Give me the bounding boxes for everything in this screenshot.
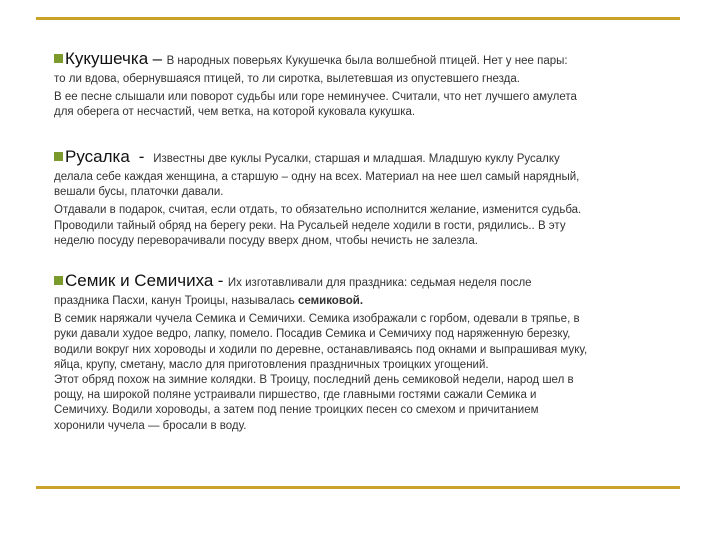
title-separator: - <box>217 271 224 290</box>
text-line: Этот обряд похож на зимние колядки. В Троицу, последний день семиковой недели, народ шел в <box>54 374 574 387</box>
text-line-with-bold <box>54 294 587 309</box>
text-line: водили вокруг них хороводы и ходили по деревне, останавливаясь под окнами и выпрашивая муку, <box>54 343 588 356</box>
text-line: В ее песне слышали или поворот судьбы или горе неминучее. Считали, что нет лучшего амулета <box>54 91 577 104</box>
text-line: делала себе каждая женщина, а старшую – одну на всех. Материал на нее шел самый нарядный, <box>54 171 580 183</box>
text-line: неделю посуду переворачивали посуду вверх дном, чтобы нечисть не залезла. <box>54 234 478 247</box>
text-line: В семик наряжали чучела Семика и Семичихи. Семика изображали с горбом, одевали в тряпье, в <box>54 313 580 326</box>
section-heading <box>54 146 581 170</box>
section-semik <box>54 270 587 434</box>
text-line: для оберега от несчастий, чем ветка, на которой куковала кукушка. <box>54 106 416 119</box>
text-fragment: праздника Пасхи, канун Троицы, называлась <box>54 295 298 307</box>
text-line: то ли вдова, обернувшаяся птицей, то ли сиротка, вылетевшая из опустевшего гнезда. <box>54 73 520 85</box>
section-title: Русалка <box>65 147 130 166</box>
section-lead: Их изготавливали для праздника: седьмая неделя после <box>227 277 532 289</box>
title-separator: – <box>152 49 163 68</box>
section-heading <box>54 48 577 72</box>
title-separator: - <box>138 147 145 166</box>
section-heading <box>54 270 587 294</box>
text-line: Отдавали в подарок, считая, если отдать, то обязательно исполнится желание, изменится судьба. <box>54 204 582 217</box>
square-bullet-icon <box>54 152 63 161</box>
text-line: руки давали худое ведро, лапку, помело. Посадив Семика и Семичиху под наряженную березку, <box>54 328 571 341</box>
section-kukushechka <box>54 48 577 121</box>
text-line: рощу, на широкой поляне устраивали пиршество, где главными гостями сажали Семика и <box>54 389 537 402</box>
text-line: Семичиху. Водили хороводы, а затем под пение троицких песен со смехом и причитанием <box>54 404 539 417</box>
text-line: вешали бусы, платочки давали. <box>54 186 224 199</box>
section-title: Семик и Семичиха <box>65 271 214 290</box>
section-lead: Известны две куклы Русалки, старшая и младшая. Младшую куклу Русалку <box>153 153 560 165</box>
square-bullet-icon <box>54 276 63 285</box>
section-lead: В народных поверьях Кукушечка была волшебной птицей. Нет у нее пары: <box>166 55 568 67</box>
top-rule <box>36 17 680 20</box>
bold-term: семиковой. <box>297 295 364 307</box>
text-line: яйца, крупу, сметану, масло для приготовления праздничных троицких угощений. <box>54 358 489 371</box>
section-title: Кукушечка <box>65 49 149 68</box>
text-line: Проводили тайный обряд на берегу реки. На Русальей неделе ходили в гости, рядились.. В эту <box>54 219 566 232</box>
square-bullet-icon <box>54 54 63 63</box>
text-line: хоронили чучела — бросали в воду. <box>54 419 247 432</box>
section-rusalka <box>54 146 581 249</box>
bottom-rule <box>36 486 680 489</box>
